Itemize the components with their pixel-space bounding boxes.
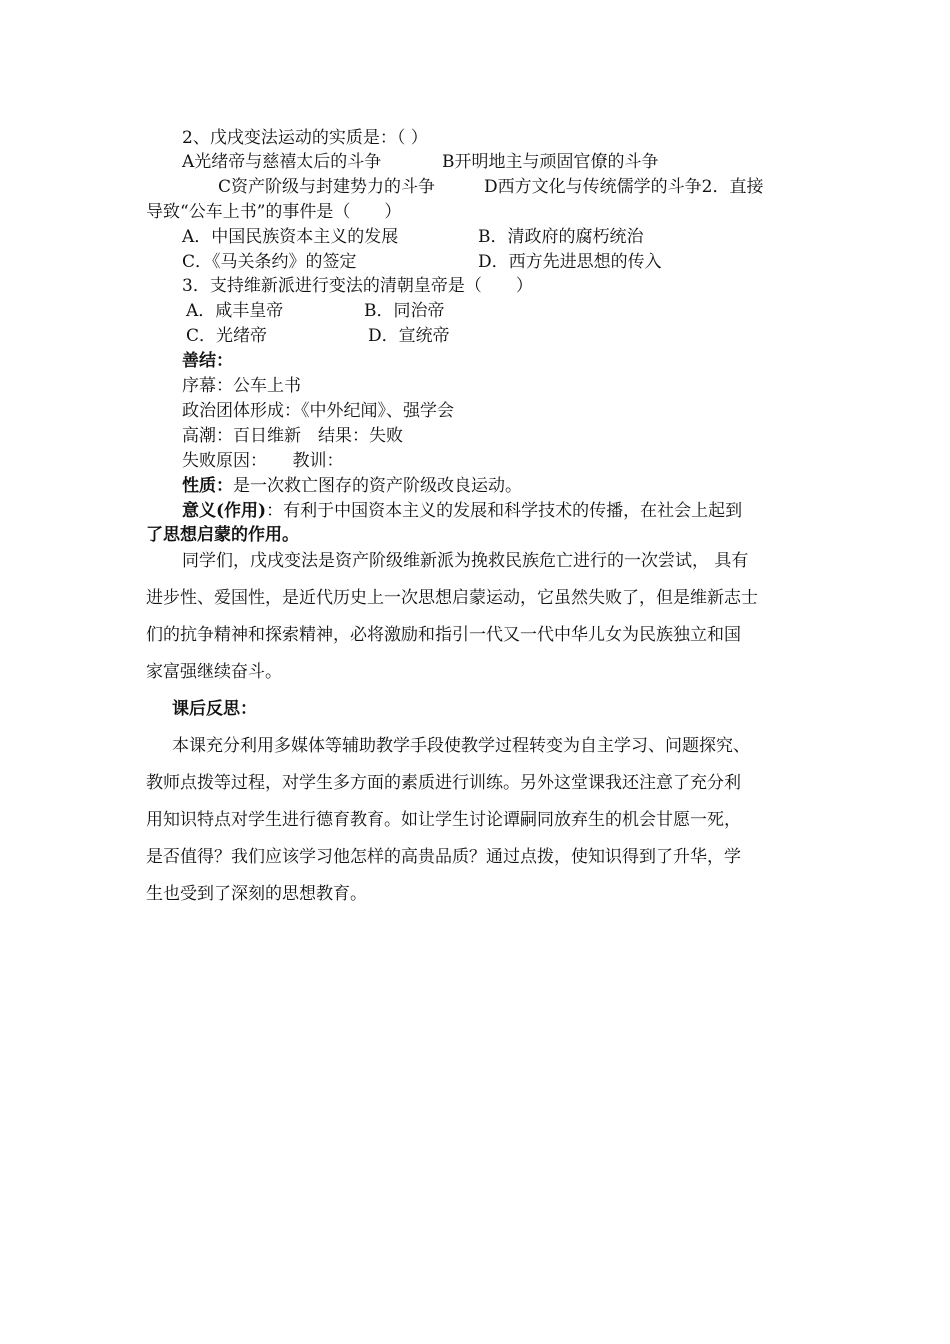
q2-option-c: C资产阶级与封建势力的斗争 bbox=[218, 177, 436, 197]
q3-option-d: D．宣统帝 bbox=[368, 326, 450, 346]
summary-prelude: 序幕：公车上书 bbox=[182, 376, 301, 396]
q3-option-c: C．光绪帝 bbox=[186, 326, 268, 346]
summary-meaning bbox=[182, 499, 742, 523]
reflection-heading: 课后反思： bbox=[172, 699, 257, 719]
q2-stem: 2、戊戌变法运动的实质是：（ ） bbox=[182, 128, 428, 148]
closing-line-3: 们的抗争精神和探索精神，必将激励和指引一代又一代中华儿女为民族独立和国 bbox=[146, 625, 741, 645]
nature-label: 性质： bbox=[182, 476, 233, 496]
summary-groups: 政治团体形成：《中外纪闻》、强学会 bbox=[182, 401, 454, 421]
summary-failure: 失败原因： 教训： bbox=[182, 451, 344, 471]
reflection-line-2: 教师点拨等过程，对学生多方面的素质进行训练。另外这堂课我还注意了充分利 bbox=[146, 773, 741, 793]
q3-stem: 3．支持维新派进行变法的清朝皇帝是（ ） bbox=[182, 276, 533, 296]
q2b-option-d: D．西方先进思想的传入 bbox=[478, 252, 662, 272]
summary-nature bbox=[182, 474, 522, 498]
q2-option-b: B开明地主与顽固官僚的斗争 bbox=[442, 152, 659, 172]
q2b-option-b: B．清政府的腐朽统治 bbox=[478, 227, 644, 247]
q2b-option-a: A．中国民族资本主义的发展 bbox=[182, 227, 399, 247]
meaning-text: ：有利于中国资本主义的发展和科学技术的传播，在社会上起到 bbox=[266, 501, 743, 521]
summary-heading: 善结： bbox=[182, 351, 233, 371]
reflection-line-4: 是否值得？我们应该学习他怎样的高贵品质？通过点拨，使知识得到了升华，学 bbox=[146, 847, 741, 867]
meaning-label: 意义(作用) bbox=[182, 501, 267, 521]
closing-line-1: 同学们，戊戌变法是资产阶级维新派为挽救民族危亡进行的一次尝试， 具有 bbox=[182, 551, 749, 571]
summary-climax: 高潮：百日维新 结果：失败 bbox=[182, 426, 403, 446]
q3-option-b: B．同治帝 bbox=[364, 301, 445, 321]
reflection-line-5: 生也受到了深刻的思想教育。 bbox=[146, 884, 367, 904]
closing-line-4: 家富强继续奋斗。 bbox=[146, 662, 282, 682]
closing-line-2: 进步性、爱国性，是近代历史上一次思想启蒙运动，它虽然失败了，但是维新志士 bbox=[146, 588, 758, 608]
q3-option-a: A．咸丰皇帝 bbox=[186, 301, 284, 321]
reflection-line-3: 用知识特点对学生进行德育教育。如让学生讨论谭嗣同放弃生的机会甘愿一死， bbox=[146, 810, 741, 830]
reflection-line-1: 本课充分利用多媒体等辅助教学手段使教学过程转变为自主学习、问题探究、 bbox=[172, 736, 750, 756]
q2-option-d: D西方文化与传统儒学的斗争2．直接 bbox=[484, 177, 764, 197]
q2-option-a: A光绪帝与慈禧太后的斗争 bbox=[182, 152, 382, 172]
q2b-option-c: C．《马关条约》的签定 bbox=[182, 252, 357, 272]
q2-continuation: 导致“公车上书”的事件是（ ） bbox=[146, 202, 402, 222]
summary-meaning-cont: 了思想启蒙的作用。 bbox=[146, 525, 299, 545]
nature-text: 是一次救亡图存的资产阶级改良运动。 bbox=[233, 476, 522, 496]
